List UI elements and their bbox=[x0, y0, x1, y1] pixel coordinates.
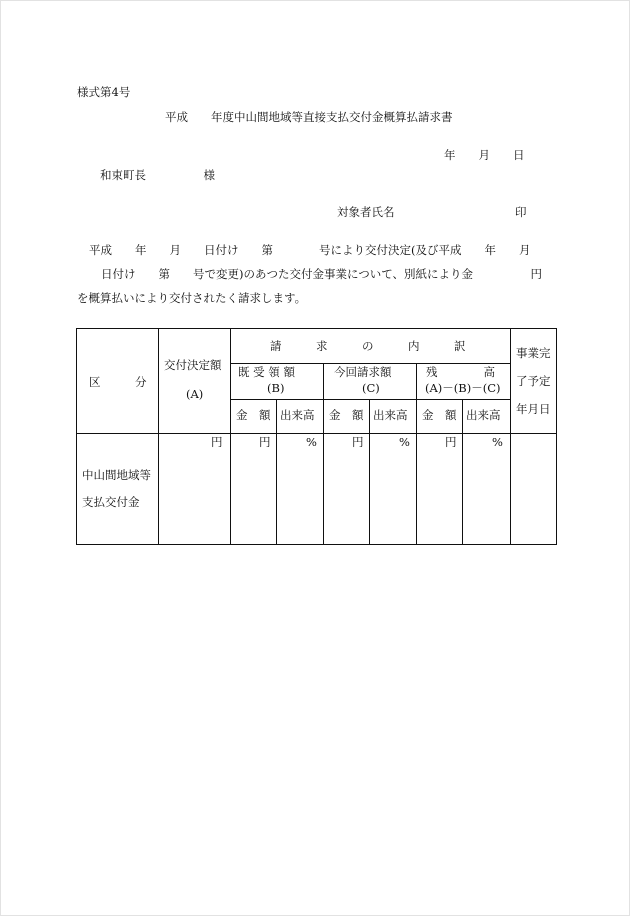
table-rule bbox=[76, 328, 557, 329]
progress-label-received: 出来高 bbox=[280, 408, 315, 422]
body-line-3: を概算払いにより交付されたく請求します。 bbox=[77, 291, 307, 305]
table-rule bbox=[276, 399, 277, 545]
table-rule bbox=[323, 363, 324, 545]
unit-yen-received: 円 bbox=[259, 435, 271, 449]
table-rule bbox=[158, 328, 159, 545]
table-rule bbox=[76, 433, 557, 434]
amount-label-balance: 金 額 bbox=[422, 408, 457, 422]
completion-header-2: 了予定 bbox=[516, 374, 551, 388]
table-rule bbox=[76, 544, 557, 545]
unit-yen-current: 円 bbox=[352, 435, 364, 449]
amount-label-current: 金 額 bbox=[329, 408, 364, 422]
progress-label-balance: 出来高 bbox=[466, 408, 501, 422]
addressee: 和束町長 様 bbox=[100, 168, 215, 182]
category-header: 区 分 bbox=[89, 375, 147, 389]
decision-amount-sub: (A) bbox=[186, 387, 204, 401]
received-header: 既 受 領 額 bbox=[238, 365, 295, 379]
amount-label-received: 金 額 bbox=[236, 408, 271, 422]
table-rule bbox=[416, 363, 417, 545]
table-rule bbox=[230, 399, 510, 400]
table-rule bbox=[230, 328, 231, 545]
date-line: 年 月 日 bbox=[444, 148, 525, 162]
completion-header-1: 事業完 bbox=[516, 346, 551, 360]
table-rule bbox=[462, 399, 463, 545]
table-rule bbox=[230, 363, 510, 364]
unit-yen-decision: 円 bbox=[211, 435, 223, 449]
table-rule bbox=[556, 328, 557, 545]
applicant-label: 対象者氏名 bbox=[337, 205, 395, 219]
table-rule bbox=[76, 328, 77, 545]
completion-header-3: 年月日 bbox=[516, 402, 551, 416]
current-request-header: 今回請求額 bbox=[334, 365, 392, 379]
table-rule bbox=[369, 399, 370, 545]
balance-sub: (A)－(B)－(C) bbox=[425, 381, 501, 395]
seal-mark: 印 bbox=[515, 205, 527, 219]
request-breakdown-header: 請 求 の 内 訳 bbox=[270, 339, 466, 353]
progress-label-current: 出来高 bbox=[373, 408, 408, 422]
unit-pct-received: % bbox=[306, 435, 317, 449]
unit-pct-current: % bbox=[399, 435, 410, 449]
row-label-line-1: 中山間地域等 bbox=[82, 468, 151, 482]
received-sub: (B) bbox=[267, 381, 285, 395]
body-line-2: 日付け 第 号で変更)のあつた交付金事業について、別紙により金 円 bbox=[101, 267, 543, 281]
form-number: 様式第4号 bbox=[77, 85, 131, 99]
current-request-sub: (C) bbox=[362, 381, 380, 395]
row-label-line-2: 支払交付金 bbox=[82, 495, 140, 509]
table-rule bbox=[510, 328, 511, 545]
decision-amount-header: 交付決定額 bbox=[164, 358, 222, 372]
body-line-1: 平成 年 月 日付け 第 号により交付決定(及び平成 年 月 bbox=[89, 243, 531, 257]
unit-yen-balance: 円 bbox=[445, 435, 457, 449]
balance-header: 残 高 bbox=[426, 365, 495, 379]
document-title: 平成 年度中山間地域等直接支払交付金概算払請求書 bbox=[165, 110, 453, 124]
unit-pct-balance: % bbox=[492, 435, 503, 449]
